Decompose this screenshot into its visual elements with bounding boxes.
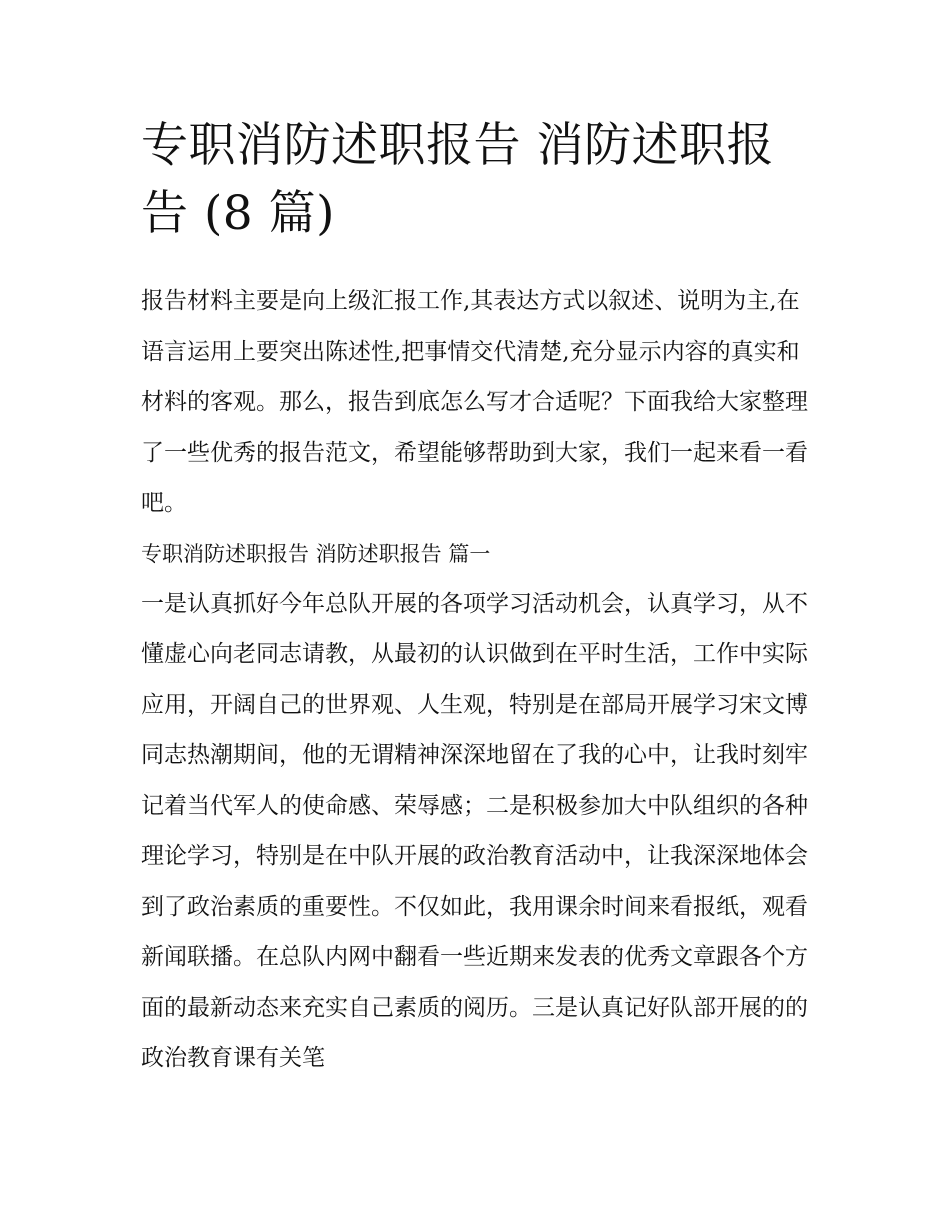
intro-paragraph: 报告材料主要是向上级汇报工作,其表达方式以叙述、说明为主,在语言运用上要突出陈述性,把事情交代清楚,充分显示内容的真实和材料的客观。那么，报告到底怎么写才合适呢？下面我给大家整理了一些优秀的报告范文，希望能够帮助到大家，我们一起来看一看吧。 [141,288,808,516]
document-content [141,112,813,1084]
document-title: 专职消防述职报告 消防述职报告 (8 篇) [141,118,774,241]
body-paragraph: 一是认真抓好今年总队开展的各项学习活动机会，认真学习，从不懂虚心向老同志请教，从最初的认识做到在平时生活，工作中实际应用，开阔自己的世界观、人生观，特别是在部局开展学习宋文博同志热潮期间，他的无谓精神深深地留在了我的心中，让我时刻牢记着当代军人的使命感、荣辱感；二是积极参加大中队组织的各种理论学习，特别是在中队开展的政治教育活动中，让我深深地体会到了政治素质的重要性。不仅如此，我用课余时间来看报纸，观看新闻联播。在总队内网中翻看一些近期来发表的优秀文章跟各个方面的最新动态来充实自己素质的阅历。三是认真记好队部开展的的政治教育课有关笔 [141,590,808,1071]
section-heading: 专职消防述职报告 消防述职报告 篇一 [141,541,491,566]
